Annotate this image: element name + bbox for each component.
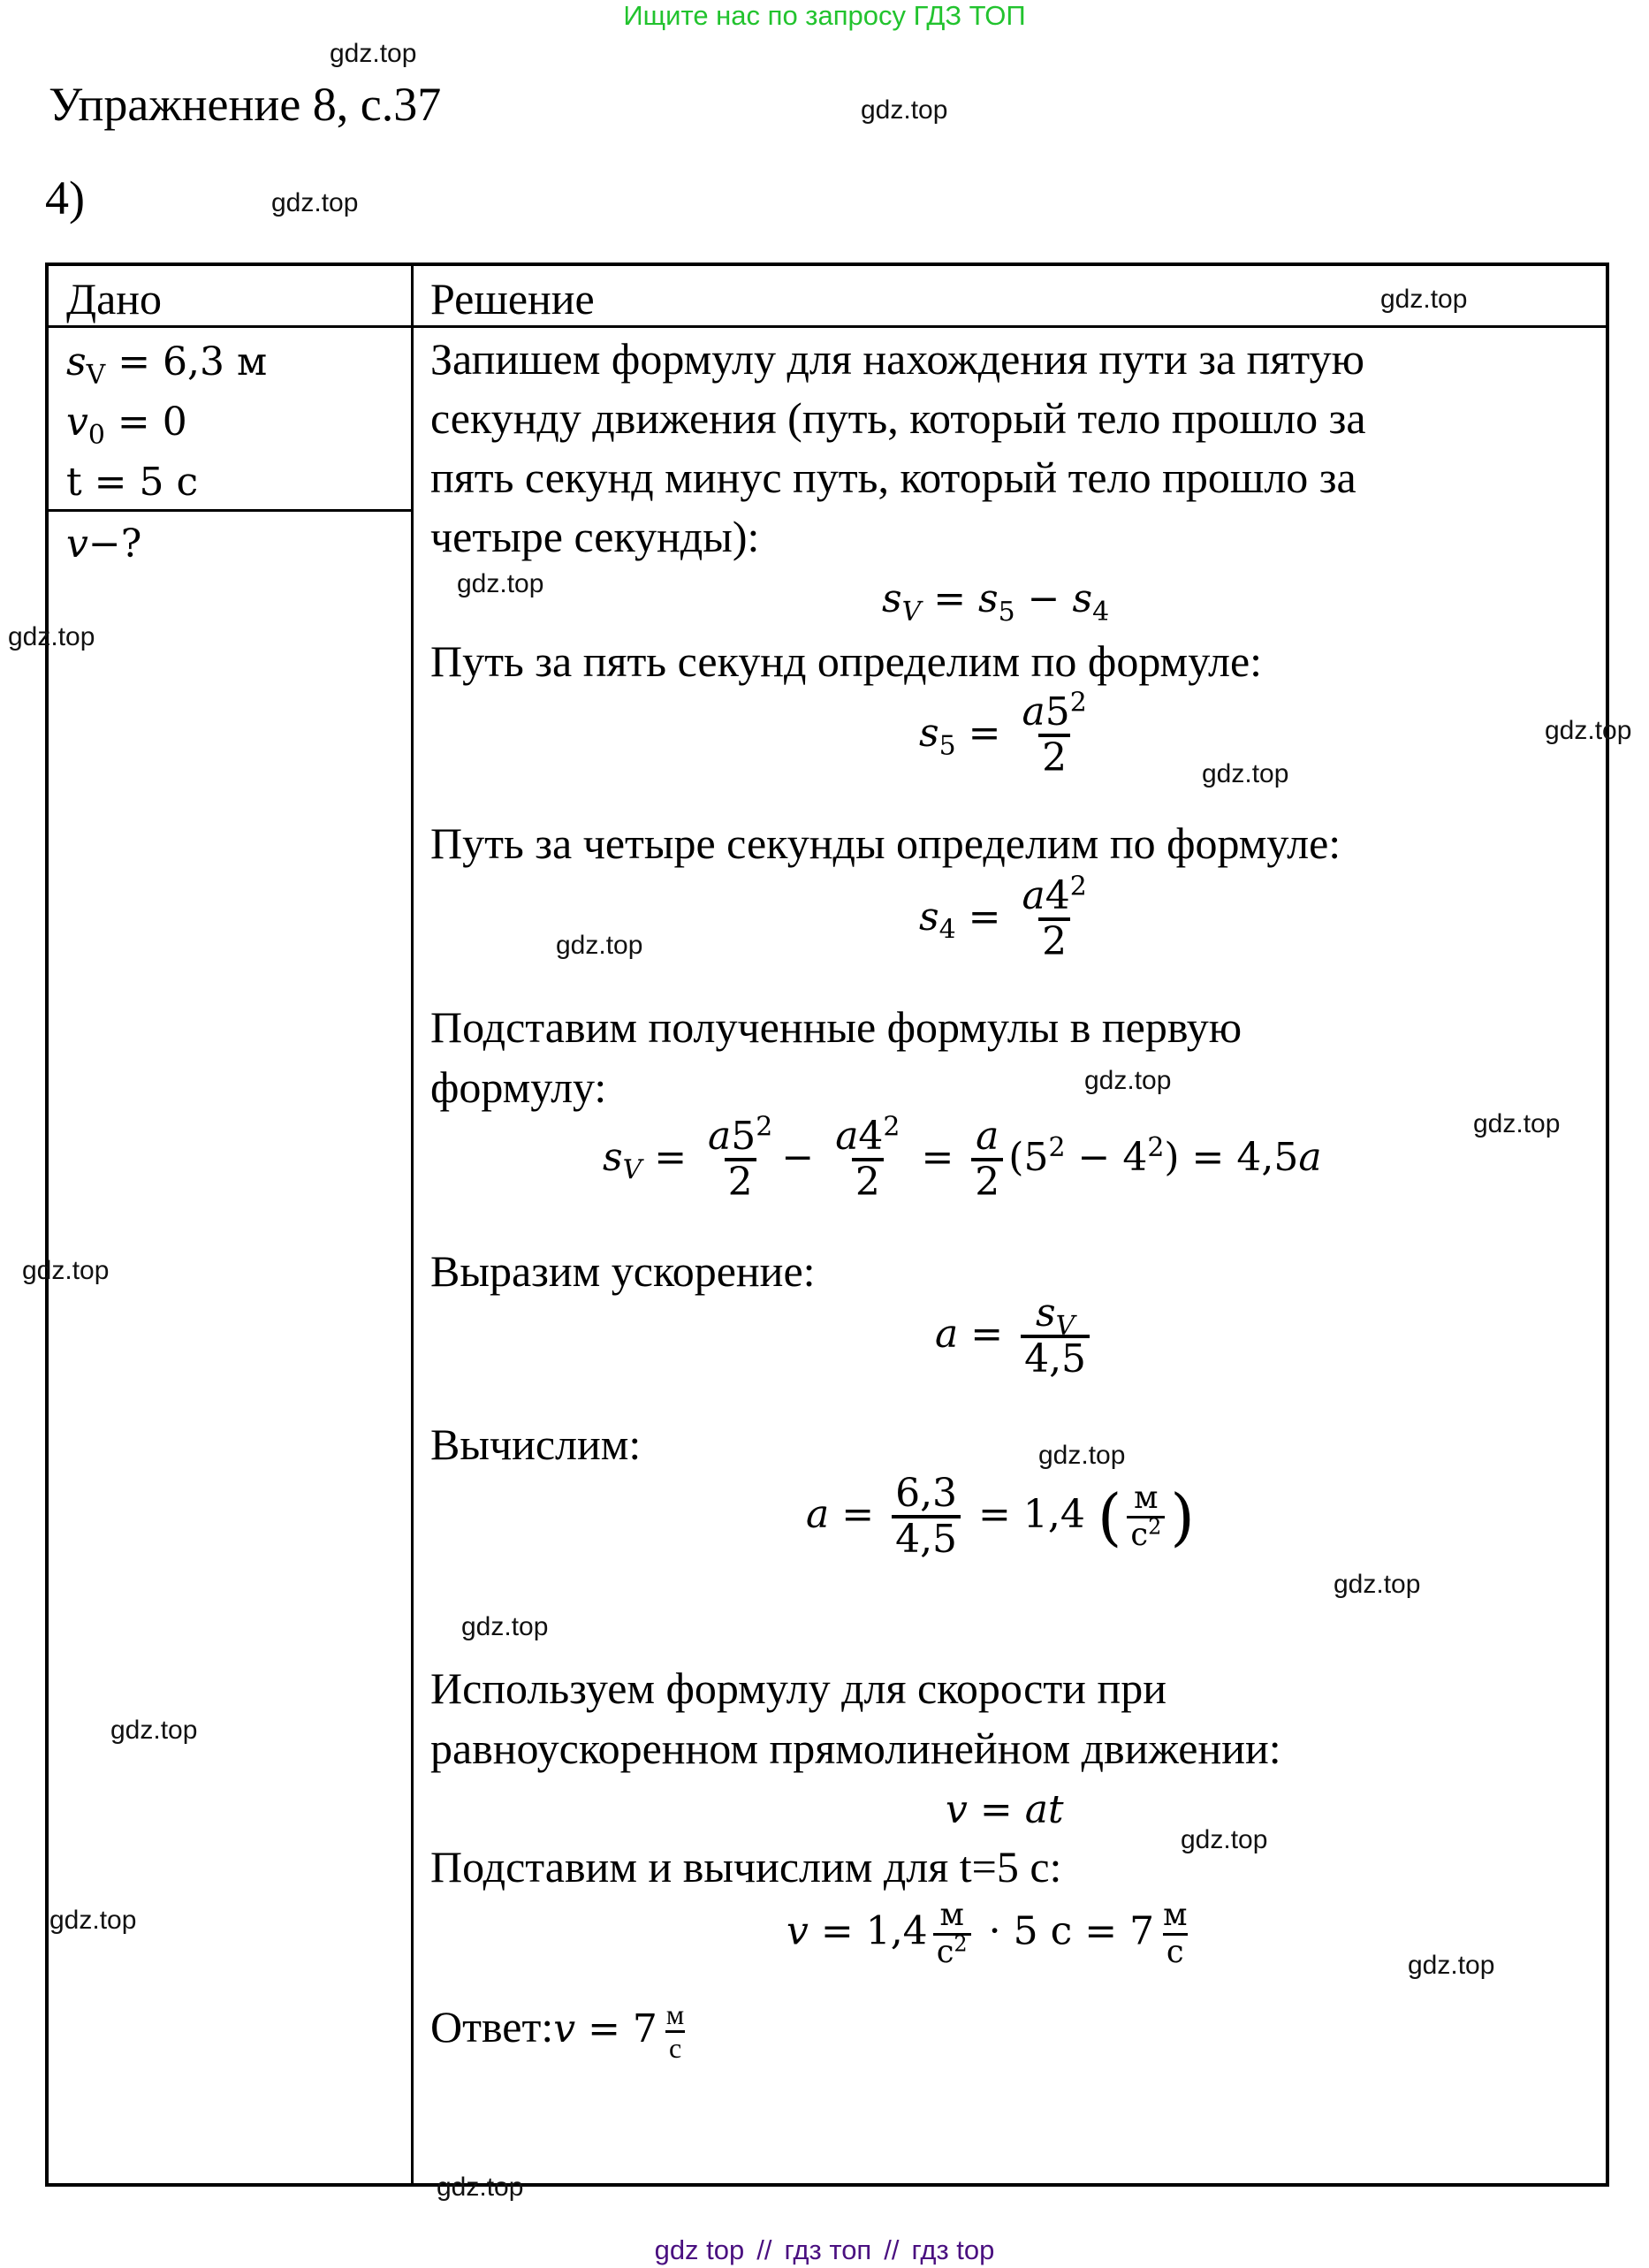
watermark: gdz.top xyxy=(461,1612,549,1641)
footer-link-gdz-top[interactable]: gdz top xyxy=(654,2234,745,2265)
unit-fraction: $\frac{м}{с}$ xyxy=(1163,1897,1188,1970)
fraction: $\frac{6,3}{4,5}$ xyxy=(892,1473,961,1562)
footer-links: gdz top // гдз топ // гдз top xyxy=(654,2234,995,2265)
solution-p7-line2: равноускоренном прямолинейном движении: xyxy=(430,1724,1281,1773)
given-t: t = 5 с xyxy=(66,460,199,505)
watermark: gdz.top xyxy=(437,2173,524,2202)
watermark: gdz.top xyxy=(330,39,417,68)
solution-p6: Вычислим: xyxy=(430,1419,642,1469)
solution-p2: Путь за пять секунд определим по формуле: xyxy=(430,636,1263,686)
formula-v-at: v = at xyxy=(946,1787,1064,1832)
footer-link-gdz-top-ru[interactable]: гдз топ xyxy=(784,2234,872,2265)
unit-fraction: $\frac{м}{с^2}$ xyxy=(933,1899,971,1969)
solution-p7-line1: Используем формулу для скорости при xyxy=(430,1663,1166,1713)
footer-link-gdz-top-mixed[interactable]: гдз top xyxy=(911,2234,995,2265)
solution-p4-line2: формулу: xyxy=(430,1062,607,1112)
formula-a-expression: a = $\frac{s_V}{4,5}$ xyxy=(935,1292,1095,1381)
watermark: gdz.top xyxy=(110,1716,198,1745)
fraction: $\frac{s_V}{4,5}$ xyxy=(1021,1292,1090,1381)
watermark: gdz.top xyxy=(1545,716,1632,745)
watermark: gdz.top xyxy=(1202,759,1289,788)
formula-sv-expanded: $s_V$ = $\frac{a5^2}{2}$ − $\frac{a4^2}{2}$ = $\frac{a}{2}$ $(5^2 - 4^2) = 4,5a$ xyxy=(603,1111,1322,1206)
header-given: Дано xyxy=(66,274,163,323)
watermark: gdz.top xyxy=(1334,1570,1421,1599)
watermark: gdz.top xyxy=(22,1256,110,1285)
watermark: gdz.top xyxy=(8,622,95,651)
solution-p1-line1: Запишем формулу для нахождения пути за пятую xyxy=(430,334,1364,384)
formula-s4: $s_4$ = $\frac{a4^2}{2}$ xyxy=(919,875,1096,964)
watermark: gdz.top xyxy=(861,95,948,125)
solution-p5: Выразим ускорение: xyxy=(430,1246,816,1296)
watermark: gdz.top xyxy=(1038,1441,1126,1470)
task-number: 4) xyxy=(45,171,85,225)
formula-a-calc: a = $\frac{6,3}{4,5}$ = 1,4 ( $\frac{м}{с^2}$ ) xyxy=(806,1471,1195,1563)
unit-fraction: $\frac{м}{с^2}$ xyxy=(1127,1481,1165,1552)
given-find-divider xyxy=(49,509,412,512)
exercise-title: Упражнение 8, с.37 xyxy=(49,78,442,131)
formula-sv-difference: $s_V = s_5 - s_4$ xyxy=(882,576,1110,628)
given-v0: $v_0 = 0$ xyxy=(66,400,187,451)
formula-v-calc: v = 1,4 $\frac{м}{с^2}$ · 5 с = 7 $\frac{м}{с}$ xyxy=(787,1899,1196,1969)
fraction: $\frac{a4^2}{2}$ xyxy=(835,1111,900,1206)
header-divider xyxy=(49,325,1606,328)
fraction: $\frac{a5^2}{2}$ xyxy=(708,1111,773,1206)
paren-open: ( xyxy=(1097,1480,1122,1554)
given-sv: $s_V = 6,3$ м xyxy=(66,339,268,391)
solution-p1-line4: четыре секунды): xyxy=(430,512,760,561)
watermark: gdz.top xyxy=(1473,1109,1561,1138)
header-solution: Решение xyxy=(430,274,595,323)
watermark: gdz.top xyxy=(1408,1951,1495,1980)
unit-fraction: $\frac{м}{с}$ xyxy=(665,1998,685,2065)
paren-close: ) xyxy=(1170,1480,1195,1554)
watermark: gdz.top xyxy=(1181,1825,1268,1854)
promo-banner: Ищите нас по запросу ГДЗ ТОП xyxy=(623,0,1026,31)
fraction: $\frac{a5^2}{2}$ xyxy=(1022,687,1087,781)
solution-p1-line2: секунду движения (путь, который тело прошло за xyxy=(430,393,1366,443)
solution-p3: Путь за четыре секунды определим по формуле: xyxy=(430,818,1341,868)
watermark: gdz.top xyxy=(556,931,643,960)
watermark: gdz.top xyxy=(457,569,544,598)
find-v: v−? xyxy=(66,521,142,567)
solution-p1-line3: пять секунд минус путь, который тело прошло за xyxy=(430,453,1356,502)
answer: Ответ:v = 7 $\frac{м}{с}$ xyxy=(430,1999,693,2064)
solution-p4-line1: Подставим полученные формулы в первую xyxy=(430,1002,1242,1052)
fraction: $\frac{a4^2}{2}$ xyxy=(1022,871,1087,965)
watermark: gdz.top xyxy=(49,1906,137,1935)
formula-s5: $s_5$ = $\frac{a5^2}{2}$ xyxy=(919,691,1096,780)
fraction: $\frac{a}{2}$ xyxy=(971,1115,1003,1205)
watermark: gdz.top xyxy=(1380,285,1468,314)
column-divider xyxy=(411,266,414,2183)
solution-p8: Подставим и вычислим для t=5 с: xyxy=(430,1842,1062,1891)
watermark: gdz.top xyxy=(271,188,359,217)
watermark: gdz.top xyxy=(1084,1066,1172,1095)
